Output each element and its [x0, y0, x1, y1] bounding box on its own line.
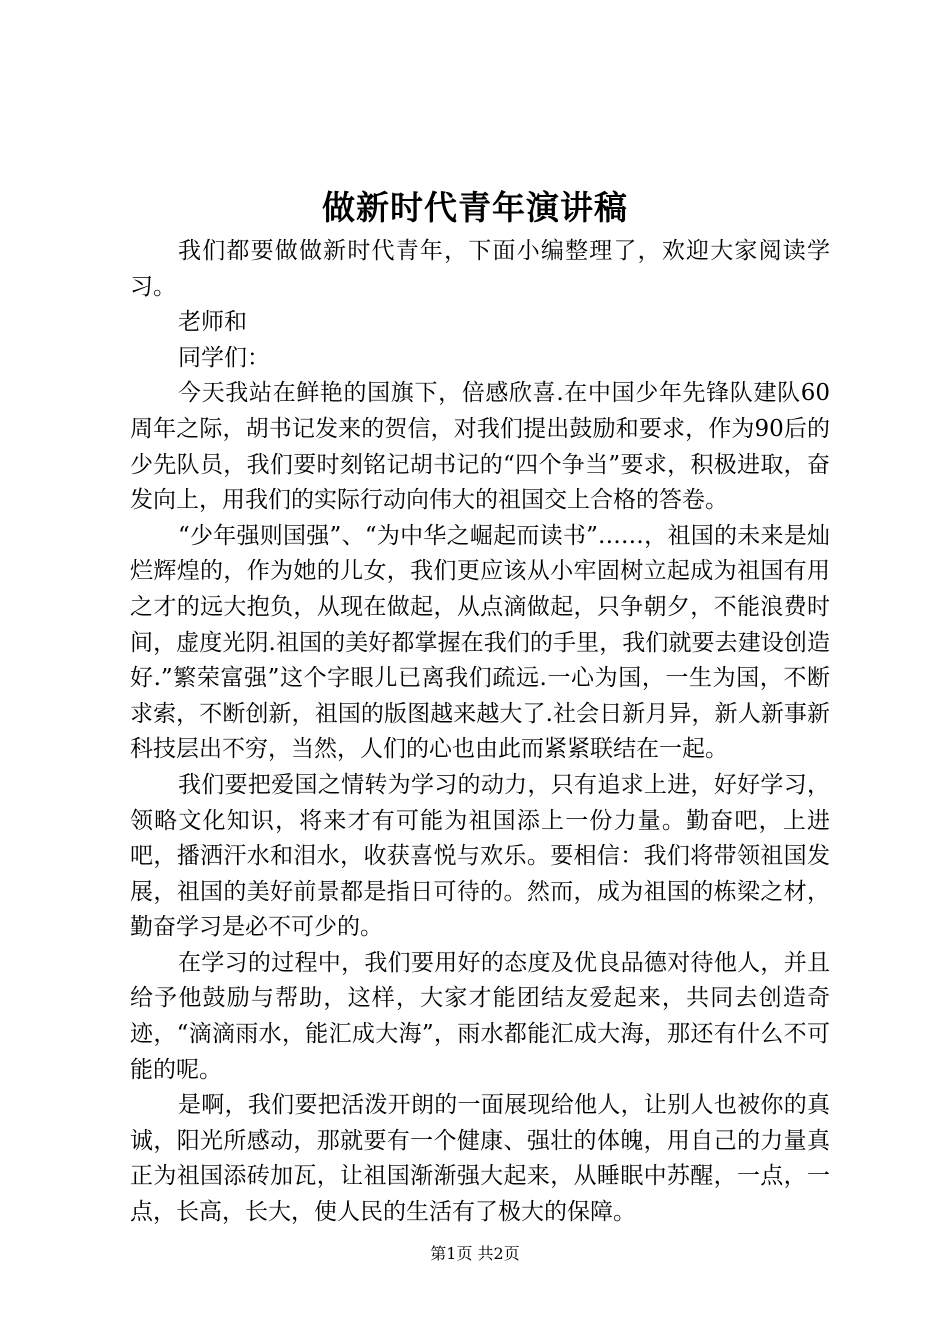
paragraph-salutation-teachers: 老师和	[178, 309, 247, 336]
page-footer: 第1页 共2页	[430, 1244, 520, 1263]
paragraph-intro: 我们都要做做新时代青年，下面小编整理了，欢迎大家阅读学习。	[130, 238, 830, 300]
paragraph-body-3: 我们要把爱国之情转为学习的动力，只有追求上进，好好学习，领略文化知识，将来才有可能为祖国添上一份力量。勤奋吧，上进吧，播洒汗水和泪水，收获喜悦与欢乐。要相信：我们将带领祖国发展，祖国的美好前景都是指日可待的。然而，成为祖国的栋梁之材，勤奋学习是必不可少的。	[130, 771, 830, 941]
paragraph-salutation-students: 同学们：	[178, 344, 270, 371]
paragraph-body-5: 是啊，我们要把活泼开朗的一面展现给他人，让别人也被你的真诚，阳光所感动，那就要有一个健康、强壮的体魄，用自己的力量真正为祖国添砖加瓦，让祖国渐渐强大起来，从睡眠中苏醒，一点，一点，长高，长大，使人民的生活有了极大的保障。	[130, 1092, 830, 1226]
document-title: 做新时代青年演讲稿	[322, 188, 628, 227]
paragraph-body-4: 在学习的过程中，我们要用好的态度及优良品德对待他人，并且给予他鼓励与帮助，这样，大家才能团结友爱起来，共同去创造奇迹，“滴滴雨水，能汇成大海”，雨水都能汇成大海，那还有什么不可能的呢。	[130, 949, 830, 1083]
paragraph-body-1: 今天我站在鲜艳的国旗下，倍感欣喜.在中国少年先锋队建队60周年之际，胡书记发来的贺信，对我们提出鼓励和要求，作为90后的少先队员，我们要时刻铭记胡书记的“四个争当”要求，积极进取，奋发向上，用我们的实际行动向伟大的祖国交上合格的答卷。	[130, 380, 830, 514]
document-body	[130, 234, 830, 1231]
paragraph-body-2: “少年强则国强”、“为中华之崛起而读书”……，祖国的未来是灿烂辉煌的，作为她的儿女，我们更应该从小牢固树立起成为祖国有用之才的远大抱负，从现在做起，从点滴做起，只争朝夕，不能浪费时间，虚度光阴.祖国的美好都掌握在我们的手里，我们就要去建设创造好.”繁荣富强”这个字眼儿已离我们疏远.一心为国，一生为国，不断求索，不断创新，祖国的版图越来越大了.社会日新月异，新人新事新科技层出不穷，当然，人们的心也由此而紧紧联结在一起。	[130, 522, 830, 763]
